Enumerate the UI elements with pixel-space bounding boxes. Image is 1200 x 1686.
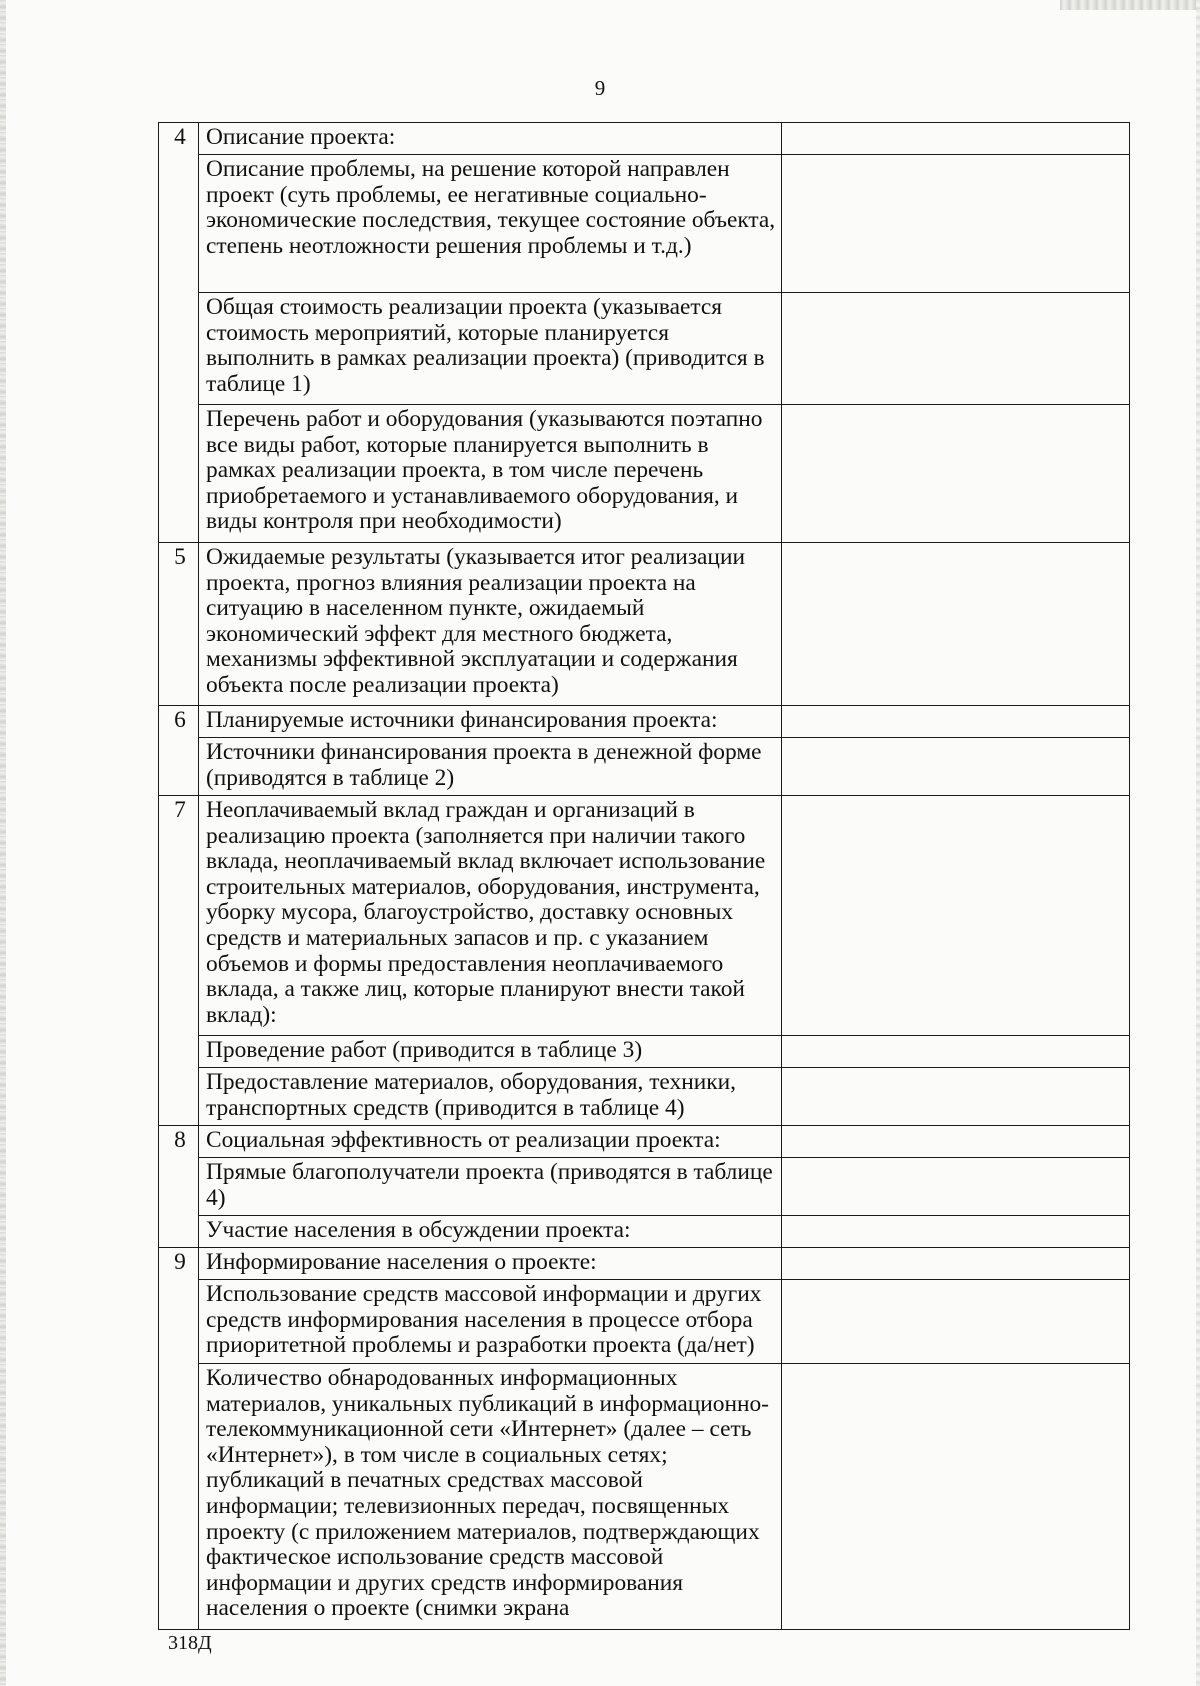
row-value-cell [782, 706, 1130, 738]
scan-edge-right [1196, 0, 1200, 1686]
row-description: Планируемые источники финансирования проекта: [199, 706, 782, 738]
row-description: Проведение работ (приводится в таблице 3) [199, 1036, 782, 1068]
table-row [159, 1248, 1130, 1280]
table-row [159, 706, 1130, 738]
row-description: Описание проекта: [199, 123, 782, 155]
section-number: 4 [159, 123, 199, 543]
row-value-cell [782, 543, 1130, 706]
row-description: Общая стоимость реализации проекта (указывается стоимость мероприятий, которые планируется выполнить в рамках реализации проекта) (приводится в таблице 1) [199, 293, 782, 405]
row-value-cell [782, 293, 1130, 405]
row-description: Информирование населения о проекте: [199, 1248, 782, 1280]
section-number: 9 [159, 1248, 199, 1630]
table-row [159, 123, 1130, 155]
row-value-cell [782, 1364, 1130, 1630]
row-description: Прямые благополучатели проекта (приводятся в таблице 4) [199, 1158, 782, 1216]
row-value-cell [782, 1068, 1130, 1126]
table-row [159, 155, 1130, 293]
row-value-cell [782, 1126, 1130, 1158]
scan-edge-top [1060, 0, 1200, 10]
table-row [159, 796, 1130, 1036]
scan-edge-left [0, 0, 6, 1686]
section-number: 6 [159, 706, 199, 796]
row-value-cell [782, 123, 1130, 155]
row-value-cell [782, 1280, 1130, 1364]
table-row [159, 1216, 1130, 1248]
row-value-cell [782, 405, 1130, 543]
table-row [159, 1068, 1130, 1126]
row-value-cell [782, 796, 1130, 1036]
row-description: Источники финансирования проекта в денежной форме (приводятся в таблице 2) [199, 738, 782, 796]
project-form-table [158, 122, 1130, 1630]
section-number: 5 [159, 543, 199, 706]
table-row [159, 543, 1130, 706]
row-description: Неоплачиваемый вклад граждан и организаций в реализацию проекта (заполняется при наличии такого вклада, неоплачиваемый вклад включает использование строительных материалов, оборудования, инструмента, уборку мусора, благоустройство, доставку основных средств и материальных запасов и пр. с указанием объемов и формы предоставления неоплачиваемого вклада, а также лиц, которые планируют внести такой вклад): [199, 796, 782, 1036]
row-description: Перечень работ и оборудования (указываются поэтапно все виды работ, которые планируется выполнить в рамках реализации проекта, в том числе перечень приобретаемого и устанавливаемого оборудования, и виды контроля при необходимости) [199, 405, 782, 543]
table-row [159, 1364, 1130, 1630]
table-row [159, 405, 1130, 543]
row-value-cell [782, 155, 1130, 293]
table-row [159, 738, 1130, 796]
row-description: Описание проблемы, на решение которой направлен проект (суть проблемы, ее негативные социально-экономические последствия, текущее состояние объекта, степень неотложности решения проблемы и т.д.) [199, 155, 782, 293]
section-number: 8 [159, 1126, 199, 1248]
row-description: Предоставление материалов, оборудования, техники, транспортных средств (приводится в таблице 4) [199, 1068, 782, 1126]
row-value-cell [782, 1158, 1130, 1216]
row-value-cell [782, 1248, 1130, 1280]
page-number: 9 [594, 76, 606, 100]
row-description: Количество обнародованных информационных материалов, уникальных публикаций в информационно-телекоммуникационной сети «Интернет» (далее – сеть «Интернет»), в том числе в социальных сетях; публикаций в печатных средствах массовой информации; телевизионных передач, посвященных проекту (с приложением материалов, подтверждающих фактическое использование средств массовой информации и других средств информирования населения о проекте (снимки экрана [199, 1364, 782, 1630]
row-description: Участие населения в обсуждении проекта: [199, 1216, 782, 1248]
table-row [159, 1280, 1130, 1364]
row-description: Ожидаемые результаты (указывается итог реализации проекта, прогноз влияния реализации проекта на ситуацию в населенном пункте, ожидаемый экономический эффект для местного бюджета, механизмы эффективной эксплуатации и содержания объекта после реализации проекта) [199, 543, 782, 706]
row-value-cell [782, 738, 1130, 796]
table-row [159, 1158, 1130, 1216]
row-value-cell [782, 1216, 1130, 1248]
table-row [159, 1036, 1130, 1068]
section-number: 7 [159, 796, 199, 1126]
row-description: Использование средств массовой информации и других средств информирования населения в процессе отбора приоритетной проблемы и разработки проекта (да/нет) [199, 1280, 782, 1364]
table-row [159, 293, 1130, 405]
row-value-cell [782, 1036, 1130, 1068]
table-row [159, 1126, 1130, 1158]
row-description: Социальная эффективность от реализации проекта: [199, 1126, 782, 1158]
document-code: 318Д [168, 1632, 212, 1654]
